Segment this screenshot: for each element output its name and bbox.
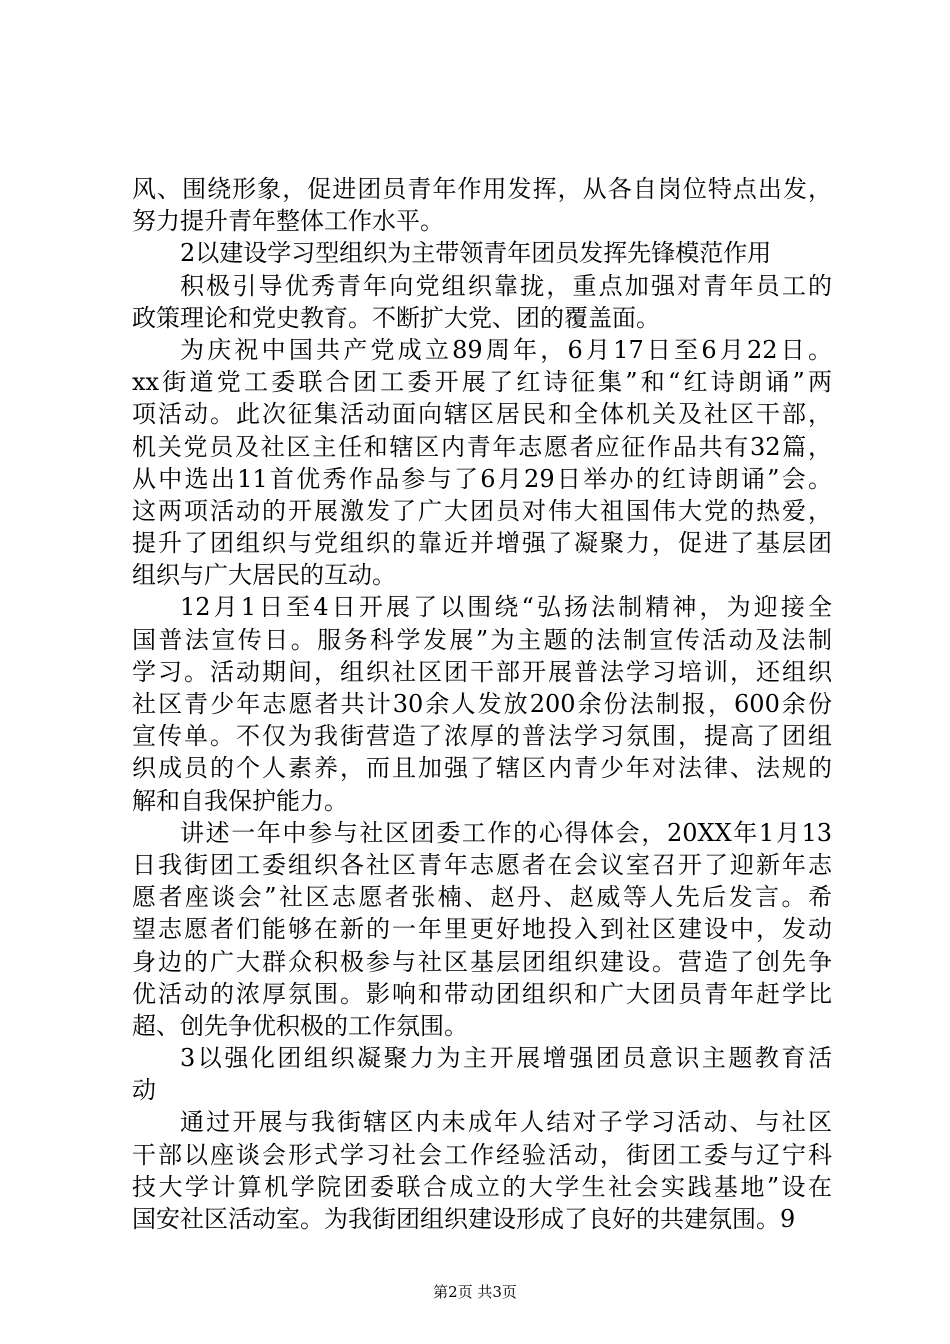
text-line: 动	[132, 1076, 156, 1105]
text-line: 社区青少年志愿者共计30余人发放200余份法制报，600余份	[132, 690, 832, 718]
text-line: 2以建设学习型组织为主带领青年团员发挥先锋模范作用	[180, 239, 772, 268]
text-line: 3以强化团组织凝聚力为主开展增强团员意识主题教育活	[180, 1044, 832, 1073]
text-line: 从中选出11首优秀作品参与了6月29日举办的红诗朗诵”会。	[132, 464, 832, 493]
text-line: 优活动的浓厚氛围。影响和带动团组织和广大团员青年赶学比	[132, 979, 832, 1008]
text-line: 解和自我保护能力。	[132, 786, 348, 815]
text-line: 技大学计算机学院团委联合成立的大学生社会实践基地”设在	[132, 1172, 832, 1201]
text-line: 这两项活动的开展激发了广大团员对伟大祖国伟大党的热爱，	[132, 496, 832, 525]
paragraph	[132, 817, 832, 1042]
text-line: 政策理论和党史教育。不断扩大党、团的覆盖面。	[132, 303, 660, 332]
text-line: 国安社区活动室。为我街团组织建设形成了良好的共建氛围。9	[132, 1205, 796, 1233]
paragraph	[132, 270, 832, 334]
document-body	[132, 173, 832, 1235]
text-line: 学习。活动期间，组织社区团干部开展普法学习培训，还组织	[132, 657, 832, 686]
paragraph	[132, 173, 832, 237]
text-line: 望志愿者们能够在新的一年里更好地投入到社区建设中，发动	[132, 915, 832, 944]
paragraph	[132, 334, 832, 592]
paragraph	[132, 237, 832, 269]
text-line: 织成员的个人素养，而且加强了辖区内青少年对法律、法规的	[132, 754, 832, 783]
text-line: 讲述一年中参与社区团委工作的心得体会，20XX年1月13	[180, 818, 832, 847]
text-line: 组织与广大居民的互动。	[132, 561, 396, 590]
text-line: 宣传单。不仅为我街营造了浓厚的普法学习氛围，提高了团组	[132, 722, 832, 751]
text-line: 12月1日至4日开展了以围绕“弘扬法制精神，为迎接全	[180, 593, 832, 622]
paragraph	[132, 1106, 832, 1235]
text-line: 积极引导优秀青年向党组织靠拢，重点加强对青年员工的	[180, 271, 832, 300]
paragraph	[132, 1042, 832, 1106]
text-line: 为庆祝中国共产党成立89周年，6月17日至6月22日。	[180, 335, 832, 364]
text-line: 风、围绕形象，促进团员青年作用发挥，从各自岗位特点出发，	[132, 175, 832, 203]
text-line: 身边的广大群众积极参与社区基层团组织建设。营造了创先争	[132, 947, 832, 976]
text-line: 提升了团组织与党组织的靠近并增强了凝聚力，促进了基层团	[132, 529, 832, 558]
text-line: 愿者座谈会”社区志愿者张楠、赵丹、赵威等人先后发言。希	[132, 883, 832, 912]
text-line: 努力提升青年整体工作水平。	[132, 207, 444, 236]
text-line: xx街道党工委联合团工委开展了红诗征集”和“红诗朗诵”两	[132, 368, 832, 397]
paragraph	[132, 591, 832, 816]
text-line: 超、创先争优积极的工作氛围。	[132, 1011, 468, 1040]
text-line: 国普法宣传日。服务科学发展”为主题的法制宣传活动及法制	[132, 625, 832, 654]
page-footer: 第2页 共3页	[433, 1283, 517, 1301]
text-line: 项活动。此次征集活动面向辖区居民和全体机关及社区干部，	[132, 400, 832, 429]
text-line: 通过开展与我街辖区内未成年人结对子学习活动、与社区	[180, 1108, 832, 1137]
text-line: 机关党员及社区主任和辖区内青年志愿者应征作品共有32篇，	[132, 432, 832, 461]
text-line: 日我街团工委组织各社区青年志愿者在会议室召开了迎新年志	[132, 850, 832, 879]
text-line: 干部以座谈会形式学习社会工作经验活动，街团工委与辽宁科	[132, 1140, 832, 1169]
